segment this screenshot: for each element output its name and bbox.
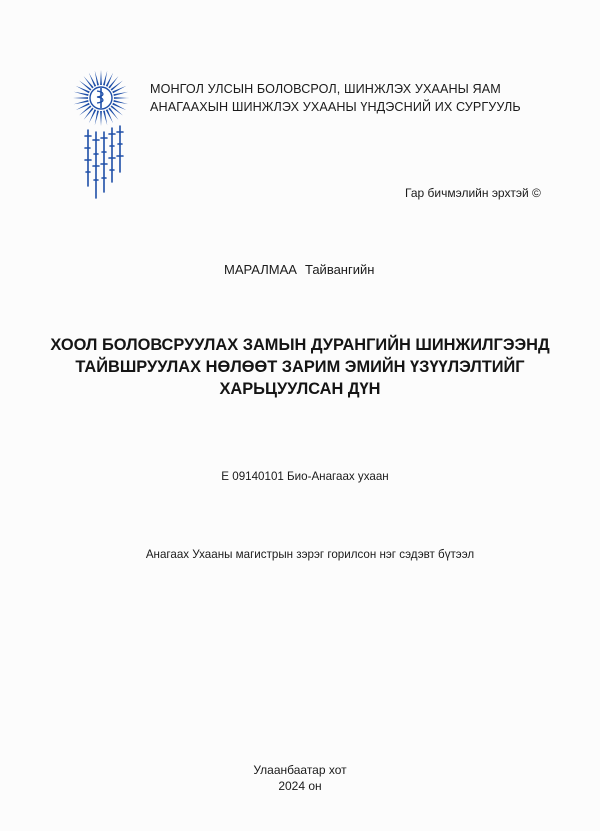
city: Улаанбаатар хот bbox=[253, 763, 347, 777]
thesis-title bbox=[50, 334, 550, 400]
thesis-title-line: ХООЛ БОЛОВСРУУЛАХ ЗАМЫН ДУРАНГИЙН ШИНЖИЛГЭЭНД bbox=[50, 336, 550, 354]
ministry-name: МОНГОЛ УЛСЫН БОЛОВСРОЛ, ШИНЖЛЭХ УХААНЫ ЯАМ bbox=[150, 82, 501, 96]
copyright-note: Гар бичмэлийн эрхтэй © bbox=[405, 186, 541, 200]
author-given-name: МАРАЛМАА bbox=[224, 262, 297, 277]
author-family-name: Тайвангийн bbox=[304, 262, 375, 277]
institution-header bbox=[150, 80, 521, 116]
university-emblem-icon bbox=[70, 68, 132, 208]
thesis-title-line: ТАЙВШРУУЛАХ НӨЛӨӨТ ЗАРИМ ЭМИЙН ҮЗҮҮЛЭЛТИЙГ bbox=[75, 358, 525, 376]
author-name bbox=[224, 262, 374, 277]
place-and-year bbox=[240, 762, 360, 794]
year: 2024 он bbox=[278, 779, 322, 793]
university-name: АНАГААХЫН ШИНЖЛЭХ УХААНЫ ҮНДЭСНИЙ ИХ СУРГУУЛЬ bbox=[150, 100, 521, 114]
specialty-code: E 09140101 Био-Анагаах ухаан bbox=[221, 470, 389, 483]
thesis-title-line: ХАРЬЦУУЛСАН ДҮН bbox=[219, 380, 381, 398]
degree-note: Анагаах Ухааны магистрын зэрэг горилсон нэг сэдэвт бүтээл bbox=[145, 548, 475, 561]
